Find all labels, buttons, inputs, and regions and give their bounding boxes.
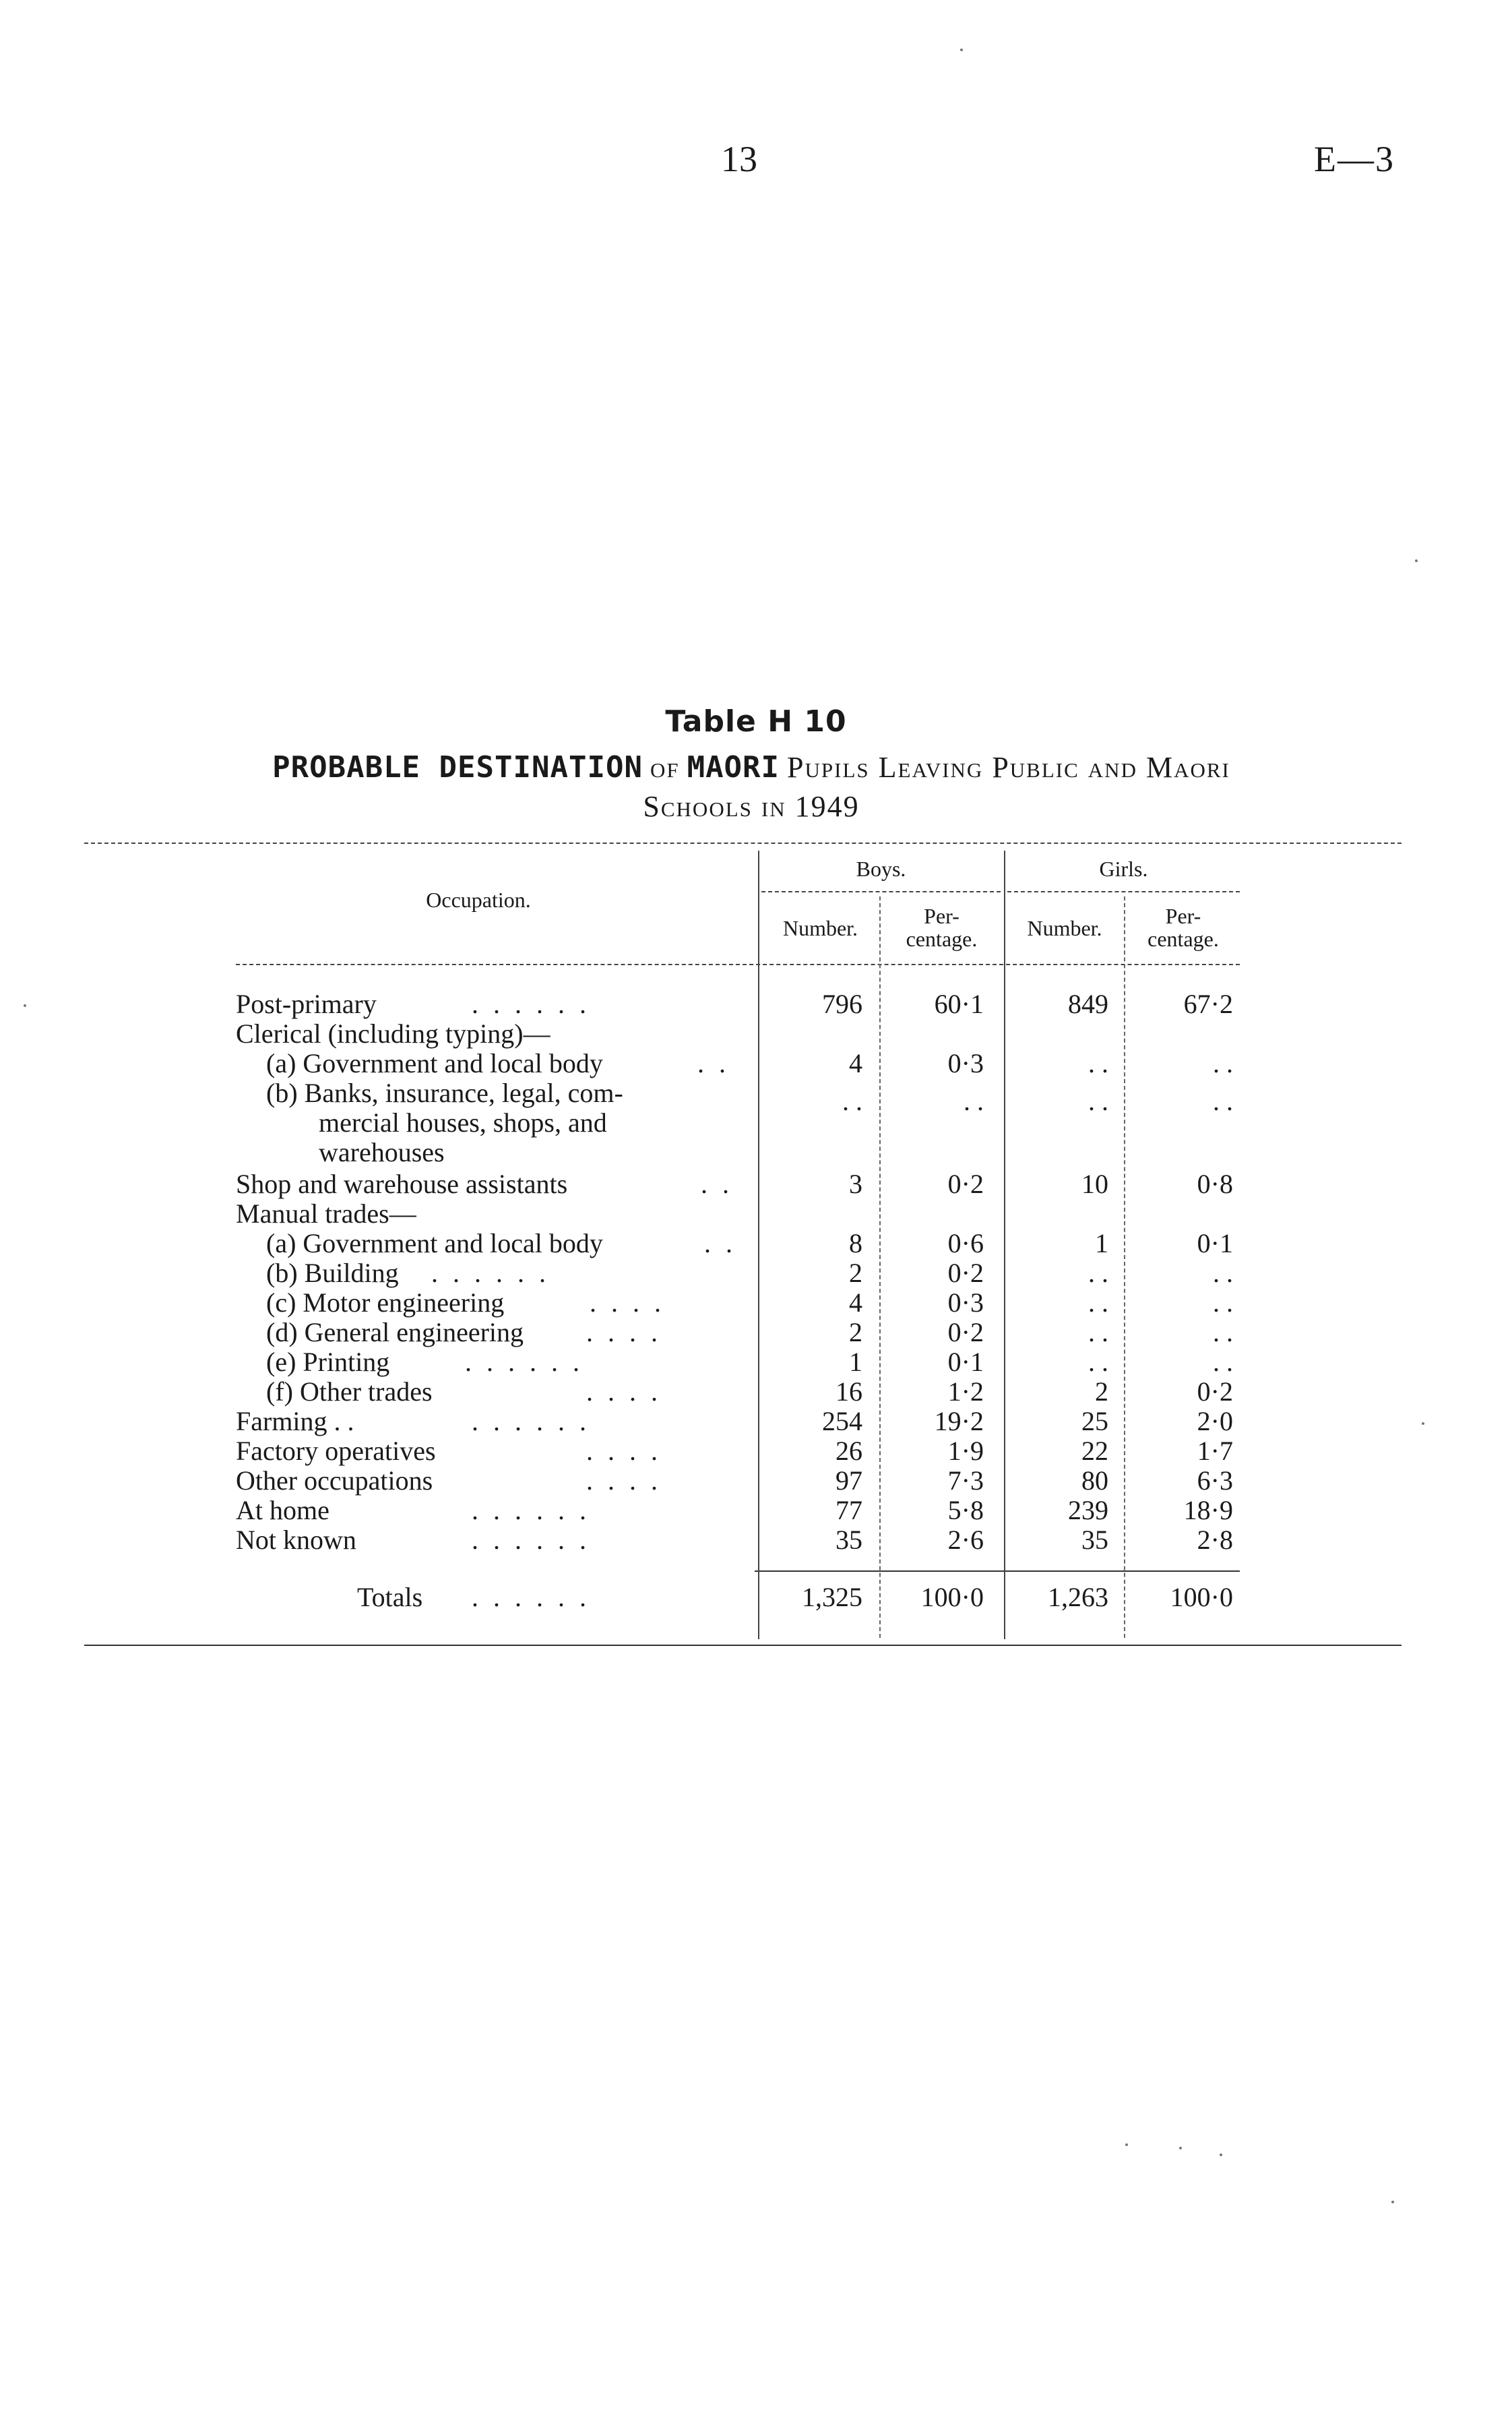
boys-percentage-cell: 0·3 xyxy=(947,1287,984,1318)
girls-number-cell: . . xyxy=(1088,1287,1108,1318)
scan-speck xyxy=(960,49,963,51)
scan-speck xyxy=(1179,2147,1182,2149)
girls-total-percentage: 100·0 xyxy=(1170,1582,1233,1612)
girls-number-cell: 239 xyxy=(1068,1495,1108,1525)
occupation-cell: (e) Printing xyxy=(266,1347,390,1377)
occupation-cell: Shop and warehouse assistants xyxy=(236,1169,568,1199)
page-number: 13 xyxy=(721,139,757,179)
per-line: Per- xyxy=(924,904,959,928)
scan-speck xyxy=(24,1004,26,1007)
boys-percentage-cell: 7·3 xyxy=(947,1465,984,1496)
girls-number-cell: . . xyxy=(1088,1048,1108,1078)
leader-dots: . . . . xyxy=(586,1436,662,1466)
boys-number-cell: 796 xyxy=(822,989,862,1019)
boys-header: Boys. xyxy=(856,857,906,881)
girls-percentage-cell: 0·2 xyxy=(1197,1376,1233,1407)
table-row xyxy=(0,1318,1512,1347)
title-word-of: of xyxy=(650,751,680,784)
boys-number-cell: 3 xyxy=(849,1169,862,1199)
boys-number-cell: 4 xyxy=(849,1287,862,1318)
boys-percentage-cell: 5·8 xyxy=(947,1495,984,1525)
boys-percentage-cell: . . xyxy=(964,1086,984,1116)
boys-percentage-cell: 60·1 xyxy=(934,989,984,1019)
leader-dots: . . xyxy=(697,1048,730,1078)
boys-percentage-cell: 0·2 xyxy=(947,1169,984,1199)
boys-number-cell: 26 xyxy=(836,1436,862,1466)
leader-dots: . . . . . . xyxy=(465,1347,584,1377)
occupation-cell: At home xyxy=(236,1495,329,1525)
boys-number-cell: 4 xyxy=(849,1048,862,1078)
girls-number-cell: . . xyxy=(1088,1347,1108,1377)
girls-number-cell: . . xyxy=(1088,1317,1108,1347)
girls-number-cell: 1 xyxy=(1095,1228,1108,1258)
scan-speck xyxy=(1125,2143,1128,2146)
occupation-cell: Manual trades— xyxy=(236,1198,416,1229)
table-row xyxy=(0,1078,1512,1116)
table-row xyxy=(0,1347,1512,1377)
occupation-cell: Farming . . xyxy=(236,1406,354,1436)
boys-percentage-cell: 2·6 xyxy=(947,1525,984,1555)
table-row xyxy=(0,1019,1512,1049)
header-bottom-rule xyxy=(236,964,1240,965)
boys-number-cell: 1 xyxy=(849,1347,862,1377)
scan-speck xyxy=(1422,1422,1424,1425)
centage-line: centage. xyxy=(1147,927,1219,951)
boys-number-cell: 97 xyxy=(836,1465,862,1496)
table-bottom-rule xyxy=(84,1645,1401,1646)
occupation-cell: Other occupations xyxy=(236,1465,433,1496)
occupation-cell: (a) Government and local body xyxy=(266,1048,603,1078)
occupation-header: Occupation. xyxy=(426,888,531,912)
girls-number-cell: 849 xyxy=(1068,989,1108,1019)
page-code: E—3 xyxy=(1314,139,1395,179)
title-word-maori: MAORI xyxy=(687,750,780,785)
girls-subheader-rule xyxy=(1007,891,1240,892)
table-row xyxy=(0,1496,1512,1525)
occupation-cell: (f) Other trades xyxy=(266,1376,433,1407)
table-row xyxy=(0,1525,1512,1555)
girls-number-cell: . . xyxy=(1088,1086,1108,1116)
totals-row xyxy=(0,1583,1512,1612)
boys-number-cell: 2 xyxy=(849,1258,862,1288)
girls-number-cell: 25 xyxy=(1081,1406,1108,1436)
boys-number-cell: 16 xyxy=(836,1376,862,1407)
occupation-cell: Clerical (including typing)— xyxy=(236,1018,550,1049)
girls-number-cell: 10 xyxy=(1081,1169,1108,1199)
table-row xyxy=(0,1138,1512,1167)
scan-speck xyxy=(1220,2153,1222,2156)
girls-number-cell: 22 xyxy=(1081,1436,1108,1466)
table-row xyxy=(0,1229,1512,1258)
leader-dots: . . xyxy=(704,1228,736,1258)
girls-percentage-cell: 2·0 xyxy=(1197,1406,1233,1436)
title-word-schools: Schools in 1949 xyxy=(643,790,860,823)
occupation-cell: Not known xyxy=(236,1525,356,1555)
boys-total-number: 1,325 xyxy=(802,1582,862,1612)
boys-percentage-cell: 1·9 xyxy=(947,1436,984,1466)
table-row xyxy=(0,1108,1512,1138)
boys-percentage-cell: 1·2 xyxy=(947,1376,984,1407)
girls-percentage-cell: 2·8 xyxy=(1197,1525,1233,1555)
girls-percentage-cell: . . xyxy=(1213,1086,1233,1116)
occupation-cell: Post-primary xyxy=(236,989,377,1019)
per-line: Per- xyxy=(1165,904,1201,928)
occupation-cell: Factory operatives xyxy=(236,1436,436,1466)
table-row xyxy=(0,1049,1512,1078)
girls-number-cell: 80 xyxy=(1081,1465,1108,1496)
girls-number-cell: . . xyxy=(1088,1258,1108,1288)
boys-percentage-cell: 0·1 xyxy=(947,1347,984,1377)
table-row xyxy=(0,1377,1512,1407)
leader-dots: . . . . . . xyxy=(472,1582,590,1612)
girls-percentage-cell: . . xyxy=(1213,1048,1233,1078)
girls-header: Girls. xyxy=(1099,857,1148,881)
occupation-cell: (b) Banks, insurance, legal, com- xyxy=(266,1078,623,1108)
scan-speck xyxy=(1391,2201,1394,2203)
boys-percentage-cell: 0·2 xyxy=(947,1317,984,1347)
table-row xyxy=(0,1407,1512,1436)
leader-dots: . . . . xyxy=(586,1317,662,1347)
table-row xyxy=(0,1466,1512,1496)
leader-dots: . . . . . . xyxy=(472,1525,590,1555)
boys-number-header: Number. xyxy=(782,916,858,940)
table-title xyxy=(77,748,1425,826)
girls-percentage-cell: 0·8 xyxy=(1197,1169,1233,1199)
girls-number-cell: 2 xyxy=(1095,1376,1108,1407)
totals-rule xyxy=(755,1570,1240,1572)
table-row xyxy=(0,1258,1512,1288)
boys-number-cell: 77 xyxy=(836,1495,862,1525)
title-word-probable-destination: PROBABLE DESTINATION xyxy=(272,750,643,785)
girls-percentage-cell: . . xyxy=(1213,1287,1233,1318)
girls-percentage-cell: . . xyxy=(1213,1258,1233,1288)
table-row xyxy=(0,1288,1512,1318)
boys-number-cell: 35 xyxy=(836,1525,862,1555)
totals-label: Totals xyxy=(357,1582,423,1612)
leader-dots: . . xyxy=(701,1169,733,1199)
leader-dots: . . . . . . xyxy=(472,989,590,1019)
boys-percentage-cell: 0·6 xyxy=(947,1228,984,1258)
boys-number-cell: 2 xyxy=(849,1317,862,1347)
table-label: Table H 10 xyxy=(665,704,847,739)
table-row xyxy=(0,1169,1512,1199)
girls-percentage-cell: 67·2 xyxy=(1183,989,1233,1019)
occupation-cell: (d) General engineering xyxy=(266,1317,524,1347)
girls-percentage-header xyxy=(1127,905,1240,950)
girls-number-header: Number. xyxy=(1027,916,1102,940)
boys-percentage-cell: 0·2 xyxy=(947,1258,984,1288)
girls-percentage-cell: 1·7 xyxy=(1197,1436,1233,1466)
occupation-cell: (a) Government and local body xyxy=(266,1228,603,1258)
boys-number-cell: 254 xyxy=(822,1406,862,1436)
boys-percentage-header xyxy=(883,905,1001,950)
table-top-rule xyxy=(84,843,1401,844)
girls-percentage-cell: 0·1 xyxy=(1197,1228,1233,1258)
title-word-pupils: Pupils Leaving Public and Maori xyxy=(787,751,1230,784)
leader-dots: . . . . xyxy=(586,1465,662,1496)
leader-dots: . . . . xyxy=(590,1287,665,1318)
leader-dots: . . . . xyxy=(586,1376,662,1407)
girls-total-number: 1,263 xyxy=(1048,1582,1108,1612)
boys-subheader-rule xyxy=(761,891,1001,892)
occupation-cell: (c) Motor engineering xyxy=(266,1287,505,1318)
boys-percentage-cell: 0·3 xyxy=(947,1048,984,1078)
table-row xyxy=(0,989,1512,1019)
boys-number-cell: . . xyxy=(842,1086,862,1116)
leader-dots: . . . . . . xyxy=(431,1258,550,1288)
occupation-cell: mercial houses, shops, and xyxy=(319,1107,607,1138)
occupation-cell: (b) Building xyxy=(266,1258,399,1288)
table-row xyxy=(0,1199,1512,1229)
girls-percentage-cell: 6·3 xyxy=(1197,1465,1233,1496)
occupation-cell: warehouses xyxy=(319,1137,445,1167)
centage-line: centage. xyxy=(906,927,978,951)
girls-percentage-cell: 18·9 xyxy=(1183,1495,1233,1525)
boys-total-percentage: 100·0 xyxy=(920,1582,984,1612)
girls-percentage-cell: . . xyxy=(1213,1347,1233,1377)
boys-percentage-cell: 19·2 xyxy=(934,1406,984,1436)
leader-dots: . . . . . . xyxy=(472,1406,590,1436)
girls-number-cell: 35 xyxy=(1081,1525,1108,1555)
table-row xyxy=(0,1436,1512,1466)
leader-dots: . . . . . . xyxy=(472,1495,590,1525)
scan-speck xyxy=(1415,559,1418,562)
boys-number-cell: 8 xyxy=(849,1228,862,1258)
girls-percentage-cell: . . xyxy=(1213,1317,1233,1347)
